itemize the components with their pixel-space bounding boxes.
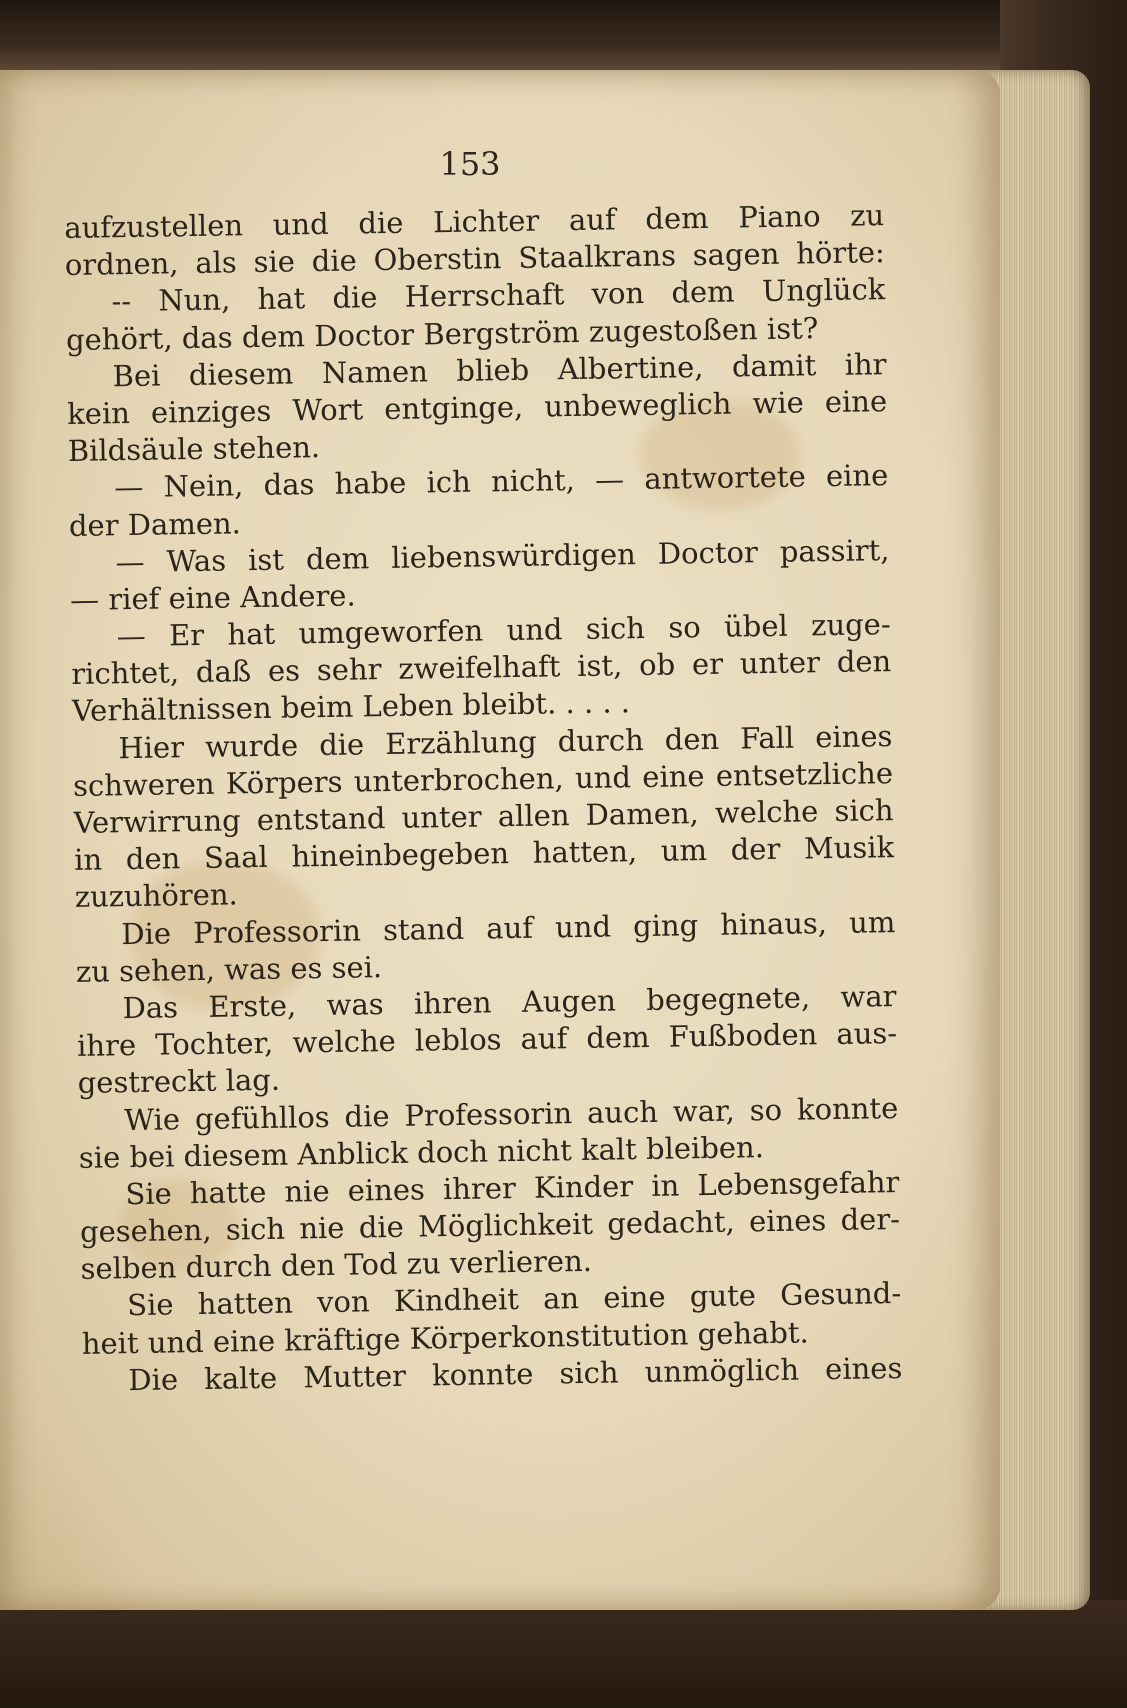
text-line: gestreckt lag. xyxy=(77,1063,281,1101)
text-line: Die kalte Mutter konnte sich unmöglich eines xyxy=(128,1350,903,1397)
text-line: Verhältnissen beim Leben bleibt. . . . . xyxy=(71,685,631,729)
text-line: aufzustellen und die Lichter auf dem Piano zu xyxy=(64,198,885,245)
text-line: Das Erste, was ihren Augen begegnete, war xyxy=(122,978,897,1026)
text-line: ihre Tochter, welche leblos auf dem Fußboden aus- xyxy=(76,1016,898,1064)
text-line: gesehen, sich nie die Möglichkeit gedacht, eines der- xyxy=(79,1202,901,1249)
text-line: sie bei diesem Anblick doch nicht kalt bleiben. xyxy=(78,1129,765,1175)
text-line: — rief eine Andere. xyxy=(69,578,356,617)
text-line: Sie hatten von Kindheit an eine gute Gesund- xyxy=(126,1276,902,1323)
body-text xyxy=(64,197,903,1400)
text-line: gehört, das dem Doctor Bergström zugestoßen ist? xyxy=(65,310,819,357)
text-line: in den Saal hineinbegeben hatten, um der Musik xyxy=(73,830,895,878)
text-line: Sie hatte nie eines ihrer Kinder in Lebensgefahr xyxy=(125,1164,900,1212)
book-cover-top xyxy=(0,0,1127,80)
page-number: 153 xyxy=(439,145,501,183)
text-line: selben durch den Tod zu verlieren. xyxy=(80,1244,593,1287)
text-line: Verwirrung entstand unter allen Damen, welche sich xyxy=(73,793,894,840)
text-line: zuzuhören. xyxy=(74,877,239,915)
text-line: — Er hat umgeworfen und sich so übel zuge- xyxy=(116,607,891,654)
text-line: -- Nun, hat die Herrschaft von dem Unglück xyxy=(111,272,886,319)
text-line: heit und eine kräftige Körperkonstitution gehabt. xyxy=(81,1315,809,1361)
book-cover-bottom xyxy=(0,1600,1127,1708)
text-line: schweren Körpers unterbrochen, und eine entsetzliche xyxy=(72,755,894,803)
text-line: — Nein, das habe ich nicht, — antwortete eine xyxy=(114,458,889,505)
text-line: Die Professorin stand auf und ging hinaus, um xyxy=(121,904,896,951)
text-line: ordnen, als sie die Oberstin Staalkrans sagen hörte: xyxy=(64,235,886,283)
text-line: Wie gefühllos die Professorin auch war, so konnte xyxy=(124,1090,899,1137)
text-line: kein einziges Wort entginge, unbeweglich wie eine xyxy=(66,384,888,431)
text-line: — Was ist dem liebenswürdigen Doctor passirt, xyxy=(115,532,890,579)
text-line: Bei diesem Namen blieb Albertine, damit ihr xyxy=(112,346,887,394)
text-line: richtet, daß es sehr zweifelhaft ist, ob er unter den xyxy=(71,644,892,692)
text-line: zu sehen, was es sei. xyxy=(75,949,383,989)
text-line: Bildsäule stehen. xyxy=(67,430,321,469)
text-line: der Damen. xyxy=(68,505,242,543)
text-line: Hier wurde die Erzählung durch den Fall eines xyxy=(118,718,893,765)
